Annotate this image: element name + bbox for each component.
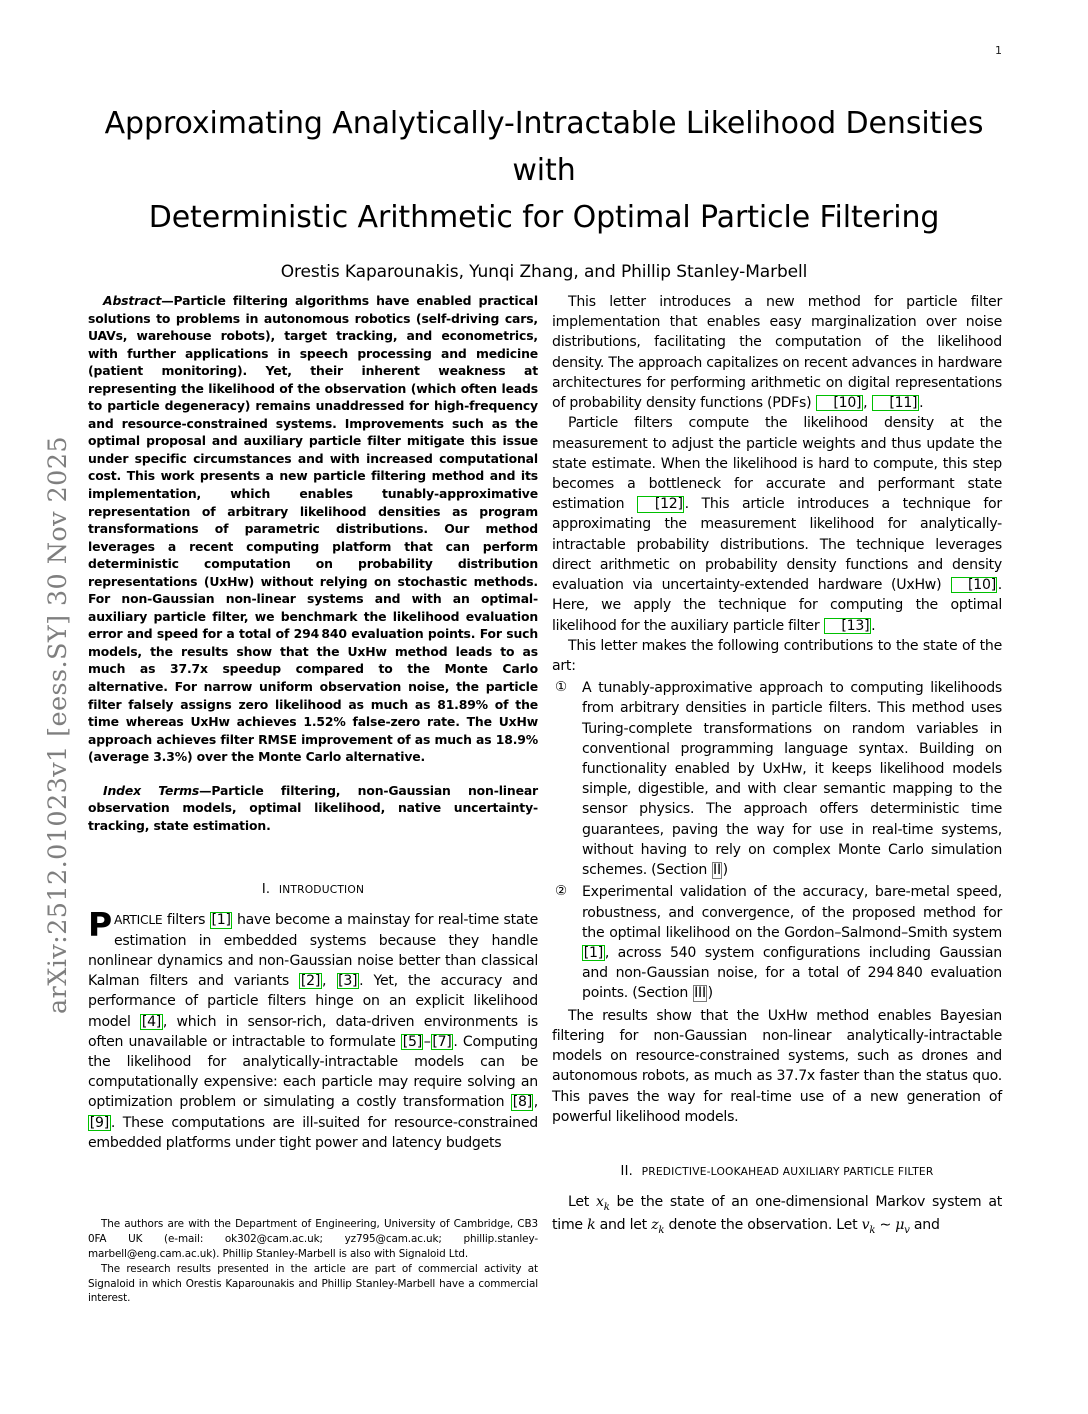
paper-title-line-1: Approximating Analytically-Intractable Likelihood Densities with [104, 106, 984, 189]
citation-link[interactable]: [10] [951, 577, 998, 593]
citation-link[interactable]: [11] [872, 395, 919, 411]
circled-number-icon: ② [555, 883, 567, 900]
section-reference-link[interactable]: II [713, 862, 721, 879]
rc-p5-text-d: denote the observation. Let [664, 1217, 862, 1234]
rc-p5-text-a: Let [568, 1193, 596, 1210]
math-variable-k: k [587, 1217, 596, 1234]
intro-text-e: , which in sensor-rich, data-driven environments is often unavailable or intractable to formulate [88, 1013, 538, 1050]
section-number-two: II. [620, 1163, 633, 1179]
footnote-block [88, 1217, 538, 1306]
section-heading-two [552, 1164, 1002, 1179]
contribution-1-text-a: A tunably-approximative approach to computing likelihoods from arbitrary densities in particle filters. This method uses Turing-complete transformations on random variables in conventional programming language syntax. Building on functionality enabled by UxHw, it keeps likelihood models simple, digestible, and with clear semantic mapping to the sensor physics. The approach offers deterministic time guarantees, paving the way for use in real-time systems, without having to rely on complex Monte Carlo simulation schemes. (Section [582, 680, 1002, 879]
introduction-paragraph-1 [88, 905, 539, 1153]
citation-link[interactable]: [10] [816, 395, 863, 411]
body-columns [88, 292, 1002, 1362]
citation-link[interactable]: [13] [824, 618, 871, 634]
abstract-label: Abstract [103, 293, 162, 308]
right-paragraph-3: This letter makes the following contributions to the state of the art: [552, 637, 1002, 674]
intro-text-g: . Computing the likelihood for analytically-intractable models can be computationally expensive: each particle may require solving an optimization problem or simulating a costly transformation [88, 1033, 539, 1111]
rc-p5-text-c: and let [595, 1217, 652, 1234]
citation-link[interactable]: [12] [637, 496, 684, 512]
math-variable-x: $x_k$ [595, 1193, 610, 1213]
intro-text-f: – [423, 1033, 431, 1050]
right-paragraph-1 [552, 292, 1002, 413]
contribution-1-text-b: ) [722, 862, 728, 879]
author-list: Orestis Kaparounakis, Yunqi Zhang, and Phillip Stanley-Marbell [280, 262, 808, 283]
citation-link[interactable]: [8] [512, 1094, 532, 1111]
citation-link[interactable]: [2] [300, 973, 321, 990]
list-item [552, 882, 1002, 1003]
contribution-2-text-mid: , across 540 system configurations including Gaussian and non-Gaussian noise, for a total of 294 840 evaluation points. (Section [582, 945, 1002, 1002]
list-item [552, 678, 1002, 880]
citation-link[interactable]: [3] [338, 973, 358, 990]
title-block [88, 100, 1000, 282]
citation-link[interactable]: [4] [141, 1013, 162, 1030]
rc-p5-text-f: and [909, 1217, 940, 1234]
abstract-paragraph [88, 292, 538, 766]
index-terms-paragraph [88, 782, 538, 835]
intro-text-i: . These computations are ill-suited for resource-constrained embedded platforms under tight power and latency budgets [88, 1114, 538, 1151]
intro-text-h: , [533, 1094, 538, 1111]
circled-number-icon: ① [555, 679, 567, 696]
citation-link[interactable]: [1] [583, 945, 604, 961]
rc-p1-text-b: , [863, 395, 872, 412]
right-paragraph-2 [552, 413, 1002, 635]
citation-link[interactable]: [1] [211, 912, 231, 929]
right-paragraph-5 [552, 1192, 1002, 1239]
abstract-text: Particle filtering algorithms have enabled practical solutions to problems in autonomous robotics (self-driving cars, UAVs, warehouse robots), target tracking, and econometrics, with further applications in speech processing and medicine (patient monitoring). Yet, their inherent weakness at representing the likelihood of the observation (which often leads to particle degeneracy) remains unaddressed for high-frequency and resource-constrained systems. Improvements such as the optimal proposal and auxiliary particle filter mitigate this issue under specific circumstances and with increased computational cost. This work presents a new particle filtering method and its implementation, which enables tunably-approximative representation of arbitrary likelihood densities as program transformations of parametric distributions. Our method leverages a recent computing platform that can perform deterministic computation on probability distribution representations (UxHw) without relying on stochastic methods. For non-Gaussian non-linear systems and with an optimal-auxiliary particle filter, we benchmark the likelihood evaluation error and speed for a total of 294 840 evaluation points. For such models, the results show that the UxHw method leads to as much as 37.7x speedup compared to the Monte Carlo alternative. For narrow uniform observation noise, the particle filter falsely assigns zero likelihood as much as 81.89% of the time whereas UxHw achieves 1.52% false-zero rate. The UxHw approach achieves filter RMSE improvement of as much as 18.9% (average 3.3%) over the Monte Carlo alternative. [88, 293, 538, 765]
rc-p1-text-c: . [919, 395, 924, 412]
right-paragraph-4: The results show that the UxHw method enables Bayesian filtering for non-Gaussian non-linear analytically-intractable models on resource-constrained systems, such as drones and autonomous robots, as much as 37.7x faster than the status quo. This paves the way for real-time use of a new generation of powerful likelihood models. [552, 1007, 1002, 1125]
drop-cap: P [88, 905, 112, 945]
page-title [88, 100, 1000, 241]
math-variable-v: $v_k$ [861, 1217, 876, 1237]
page-number: 1 [995, 44, 1002, 57]
citation-link[interactable]: [5] [402, 1033, 422, 1050]
drop-cap-rest: ARTICLE [113, 913, 163, 928]
rc-p2-text-b: . This article introduces a technique for approximating the measurement likelihood for analytically-intractable probability distributions. The technique leverages direct arithmetic on probability density functions and density evaluation via uncertainty-extended hardware (UxHw) [552, 496, 1002, 594]
rc-p2-text-d: . [871, 617, 876, 634]
section-heading-introduction [88, 882, 538, 897]
index-terms-label: Index Terms [103, 782, 200, 798]
intro-text-a: filters [162, 912, 210, 929]
arxiv-identifier-stamp: arXiv:2512.01023v1 [eess.SY] 30 Nov 2025 [43, 436, 73, 1014]
contributions-list [552, 678, 1002, 1004]
citation-link[interactable]: [7] [432, 1033, 452, 1050]
section-title-intro: INTRODUCTION [278, 883, 365, 897]
footnote-affiliation: The authors are with the Department of Engineering, University of Cambridge, CB3 0FA UK (e-mail: ok302@cam.ac.uk; yz795@cam.ac.uk; phillip.stanley-marbell@eng.cam.ac.uk). Phillip Stanley-Marbell is also with Signaloid Ltd. [88, 1218, 538, 1260]
rc-p1-text-a: This letter introduces a new method for particle filter implementation that enables easy marginalization over noise distributions, facilitating the computation of the likelihood density. The approach capitalizes on recent advances in hardware architectures for performing arithmetic on digital representations of probability density functions (PDFs) [552, 294, 1002, 412]
contribution-2-text-b: ) [707, 985, 713, 1002]
rc-p5-text-b: be the state of an one-dimensional Markov system at time [552, 1193, 1003, 1234]
abstract-dash: — [161, 293, 174, 308]
math-variable-mu: $\mu_v$ [895, 1217, 910, 1237]
section-number-intro: I. [261, 882, 271, 898]
index-terms-text: Particle filtering, non-Gaussian non-linear observation models, optimal likelihood, native uncertainty-tracking, state estimation. [88, 782, 538, 833]
footnote-disclosure: The research results presented in the article are part of commercial activity at Signaloid in which Orestis Kaparounakis and Phillip Stanley-Marbell have a commercial interest. [88, 1262, 538, 1305]
paper-title-line-2: Deterministic Arithmetic for Optimal Particle Filtering [148, 200, 940, 236]
left-column [88, 292, 539, 1305]
rc-p2-text-a: Particle filters compute the likelihood density at the measurement to adjust the particle weights and thus update the state estimate. When the likelihood is hard to compute, this step becomes a bottleneck for accurate and performant state estimation [552, 415, 1002, 513]
index-terms-dash: — [199, 782, 212, 798]
right-column [552, 292, 1002, 1239]
rc-p2-text-c: . Here, we apply the technique for computing the optimal likelihood for the auxiliary particle filter [552, 577, 1002, 634]
rc-p5-text-e: ∼ [875, 1217, 896, 1234]
intro-text-c: , [321, 973, 337, 990]
section-reference-link[interactable]: III [694, 985, 706, 1002]
intro-text-d: . Yet, the accuracy and performance of particle filters hinge on an explicit likelihood model [88, 973, 538, 1030]
contribution-2-text-a: Experimental validation of the accuracy, bare-metal speed, robustness, and convergence, of the proposed method for the optimal likelihood on the Gordon–Salmond–Smith system [582, 884, 1002, 941]
section-title-two: PREDICTIVE-LOOKAHEAD AUXILIARY PARTICLE FILTER [641, 1164, 934, 1178]
math-variable-z: $z_k$ [651, 1217, 665, 1237]
intro-text-b: have become a mainstay for real-time state estimation in embedded systems because they handle nonlinear dynamics and non-Gaussian noise better than classical Kalman filters and variants [88, 912, 538, 990]
citation-link[interactable]: [9] [89, 1114, 110, 1131]
